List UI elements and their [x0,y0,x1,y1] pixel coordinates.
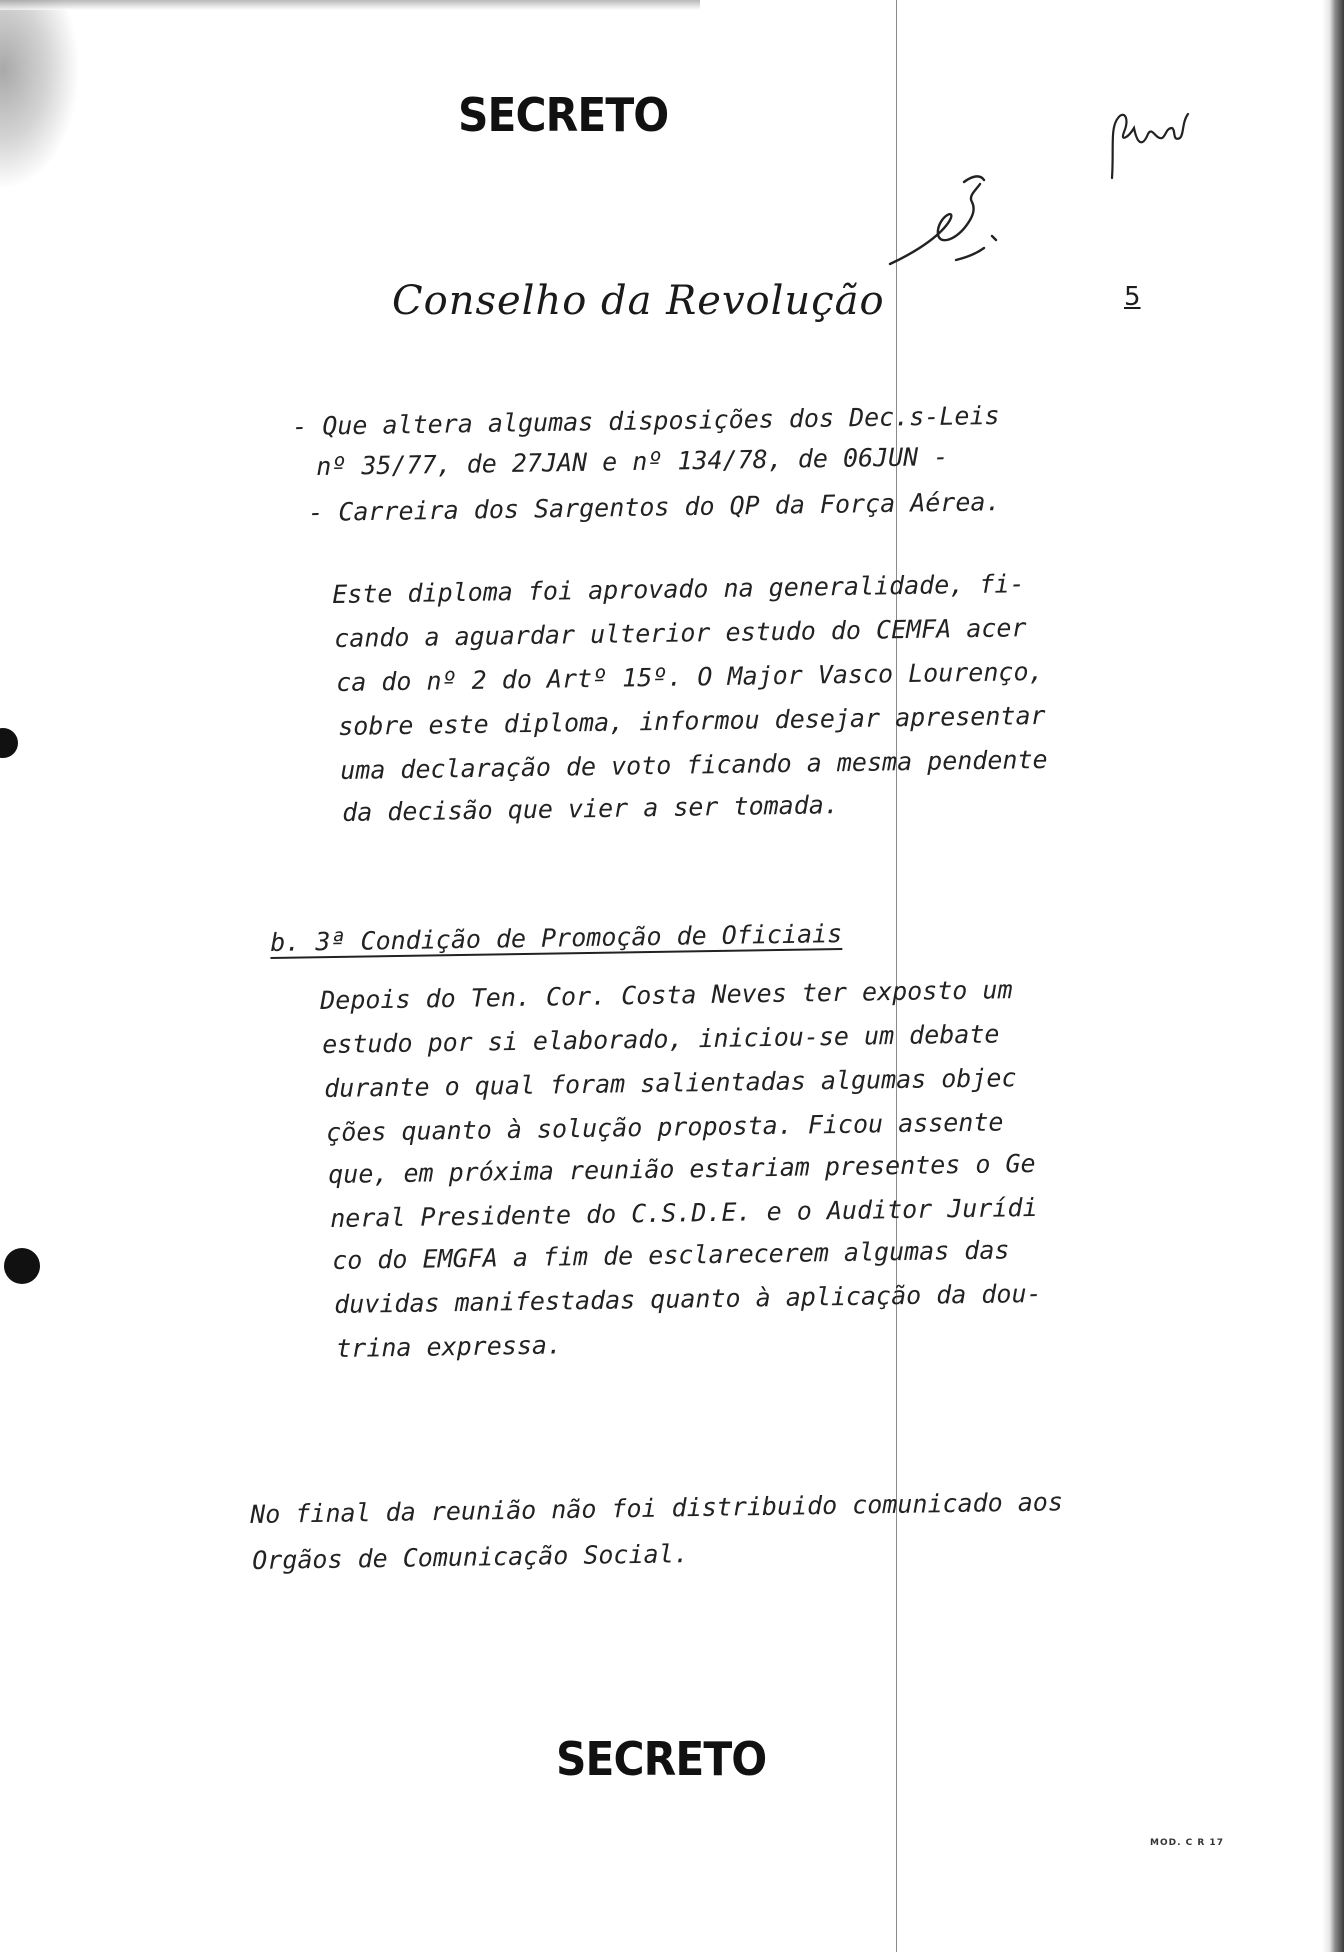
paragraph-line: da decisão que vier a ser tomada. [342,790,840,827]
closing-line: No final da reunião não foi distribuido comunicado aos [250,1487,1064,1529]
section-line: Depois do Ten. Cor. Costa Neves ter exposto um [320,975,1013,1015]
section-line: durante o qual foram salientadas algumas objec [324,1063,1017,1103]
classification-stamp-top: SECRETO [458,88,669,142]
section-line: neral Presidente do C.S.D.E. e o Auditor Jurídi [330,1192,1038,1233]
section-line: co do EMGFA a fim de esclarecerem algumas das [332,1235,1010,1275]
section-line: ções quanto à solução proposta. Ficou assente [326,1107,1004,1147]
paragraph-line: Este diploma foi aprovado na generalidade, fi- [332,569,1025,609]
scan-smudge [0,0,80,190]
page-number: 5 [1124,282,1141,312]
form-code: MOD. C R 17 [1150,1838,1224,1848]
signature-icon [880,160,1030,280]
paragraph-line: cando a aguardar ulterior estudo do CEMFA acer [334,613,1027,653]
decree-line: - Carreira dos Sargentos do QP da Força Aérea. [308,487,1001,527]
paragraph-line: sobre este diploma, informou desejar apresentar [338,700,1046,741]
scan-edge-right [1322,0,1344,1952]
decree-line: nº 35/77, de 27JAN e nº 134/78, de 06JUN - [316,442,949,481]
classification-stamp-bottom: SECRETO [556,1732,767,1786]
section-line: duvidas manifestadas quanto à aplicação da dou- [334,1278,1042,1319]
punch-hole [0,728,18,758]
letterhead: Conselho da Revolução [392,278,885,324]
initials-signature-icon [1100,98,1200,188]
punch-hole [4,1248,40,1284]
section-line: trina expressa. [336,1330,563,1363]
closing-line: Orgãos de Comunicação Social. [252,1539,689,1575]
decree-line: - Que altera algumas disposições dos Dec.s-Leis [292,400,1000,441]
section-line: estudo por si elaborado, iniciou-se um debate [322,1019,1000,1059]
paragraph-line: ca do nº 2 do Artº 15º. O Major Vasco Lourenço, [336,656,1044,697]
section-heading: b. 3ª Condição de Promoção de Oficiais [270,919,843,957]
scan-edge-top [0,0,700,10]
section-line: que, em próxima reunião estariam presentes o Ge [328,1148,1036,1189]
paragraph-line: uma declaração de voto ficando a mesma pendente [340,744,1048,785]
